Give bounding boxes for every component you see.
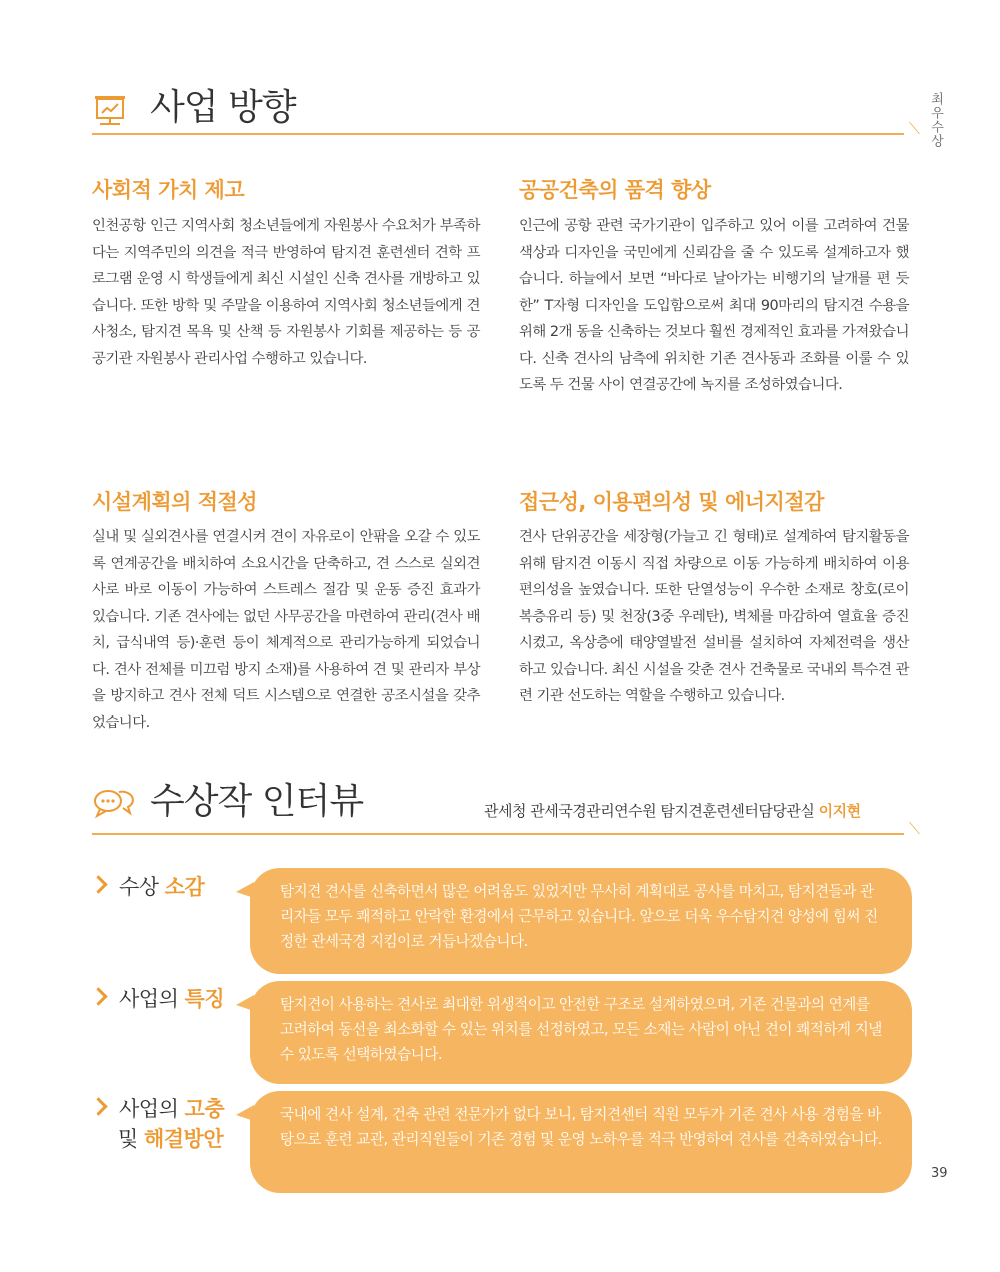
paragraph-social-value: 인천공항 인근 지역사회 청소년들에게 자원봉사 수요처가 부족하다는 지역주민의 의견을 적극 반영하여 탐지견 훈련센터 견학 프로그램 운영 시 학생들에게 최신 시설인 신축 견사를 개방하고 있습니다. 또한 방학 및 주말을 이용하여 지역사회 청소년들에게 견사청소, 탐지견 목욕 및 산책 등 자원봉사 기회를 제공하는 등 공공기관 자원봉사 관리사업 수행하고 있습니다. <box>92 218 480 367</box>
answer-bubble-impression: 탐지견 견사를 신축하면서 많은 어려움도 있었지만 무사히 계획대로 공사를 마치고, 탐지견들과 관리자들 모두 쾌적하고 안락한 환경에서 근무하고 있습니다. 앞으로 더욱 우수탐지견 양성에 힘써 진정한 관세국경 지킴이로 거듭나겠습니다. <box>250 868 912 974</box>
interviewee-byline <box>484 800 861 821</box>
chevron-right-icon <box>89 987 107 1005</box>
question-label-difficulties: 사업의 고충 및 해결방안 <box>92 1094 224 1154</box>
section-divider <box>92 133 904 135</box>
question-label-impression: 수상 소감 <box>92 872 204 902</box>
section-title-interview: 수상작 인터뷰 <box>150 781 364 822</box>
heading-public-architecture: 공공건축의 품격 향상 <box>519 178 711 202</box>
heading-accessibility-energy: 접근성, 이용편의성 및 에너지절감 <box>519 490 824 514</box>
page-number: 39 <box>931 1166 948 1181</box>
chevron-right-icon <box>89 875 107 893</box>
answer-bubble-difficulties: 국내에 견사 설계, 건축 관련 전문가가 없다 보니, 탐지견센터 직원 모두가 기존 견사 사용 경험을 바탕으로 훈련 교관, 관리직원들이 기존 경험 및 운영 노하우를 적극 반영하여 견사를 건축하였습니다. <box>250 1091 912 1193</box>
paragraph-accessibility-energy: 견사 단위공간을 세장형(가늘고 긴 형태)로 설계하여 탐지활동을 위해 탐지견 이동시 직접 차량으로 이동 가능하게 배치하여 이용 편의성을 높였습니다. 또한 단열성능이 우수한 소재로 창호(로이복층유리 등) 및 천장(3중 우레탄), 벽체를 마감하여 열효율 증진시켰고, 옥상층에 태양열발전 설비를 설치하여 자체전력을 생산하고 있습니다. 최신 시설을 갖춘 견사 건축물로 국내외 특수견 관련 기관 선도하는 역할을 수행하고 있습니다. <box>519 529 909 704</box>
side-tab-label: 최우수상 <box>928 92 943 148</box>
presentation-board-icon <box>92 92 128 128</box>
paragraph-facility-planning: 실내 및 실외견사를 연결시켜 견이 자유로이 안팎을 오갈 수 있도록 연계공간을 배치하여 소요시간을 단축하고, 견 스스로 실외견사로 바로 이동이 가능하여 스트레스 절감 및 운동 증진 효과가 있습니다. 기존 견사에는 없던 사무공간을 마련하여 관리(견사 배치, 급식내역 등)·훈련 등이 체계적으로 관리가능하게 되었습니다. 견사 전체를 미끄럼 방지 소재)를 사용하여 견 및 관리자 부상을 방지하고 견사 전체 덕트 시스템으로 연결한 공조시설을 갖추었습니다. <box>92 529 480 731</box>
heading-social-value: 사회적 가치 제고 <box>92 178 245 202</box>
heading-facility-planning: 시설계획의 적절성 <box>92 490 258 514</box>
chevron-right-icon <box>89 1097 107 1115</box>
speech-bubble-icon <box>92 786 136 820</box>
section-divider <box>92 833 904 835</box>
answer-bubble-features: 탐지견이 사용하는 견사로 최대한 위생적이고 안전한 구조로 설계하였으며, 기존 건물과의 연계를 고려하여 동선을 최소화할 수 있는 위치를 선정하였고, 모든 소재는 사람이 아닌 견이 쾌적하게 지낼 수 있도록 선택하였습니다. <box>250 981 912 1084</box>
interviewee-name: 이지현 <box>818 802 861 820</box>
paragraph-public-architecture: 인근에 공항 관련 국가기관이 입주하고 있어 이를 고려하여 건물 색상과 디자인을 국민에게 신뢰감을 줄 수 있도록 설계하고자 했습니다. 하늘에서 보면 “바다로 날아가는 비행기의 날개를 편 듯한” T자형 디자인을 도입함으로써 최대 90마리의 탐지견 수용을 위해 2개 동을 신축하는 것보다 훨씬 경제적인 효과를 가져왔습니다. 신축 견사의 남측에 위치한 기존 견사동과 조화를 이룰 수 있도록 두 건물 사이 연결공간에 녹지를 조성하였습니다. <box>519 218 909 393</box>
interviewee-affiliation: 관세청 관세국경관리연수원 탐지견훈련센터담당관실 <box>484 802 815 820</box>
section-title-direction: 사업 방향 <box>150 87 296 128</box>
question-label-features: 사업의 특징 <box>92 984 224 1014</box>
